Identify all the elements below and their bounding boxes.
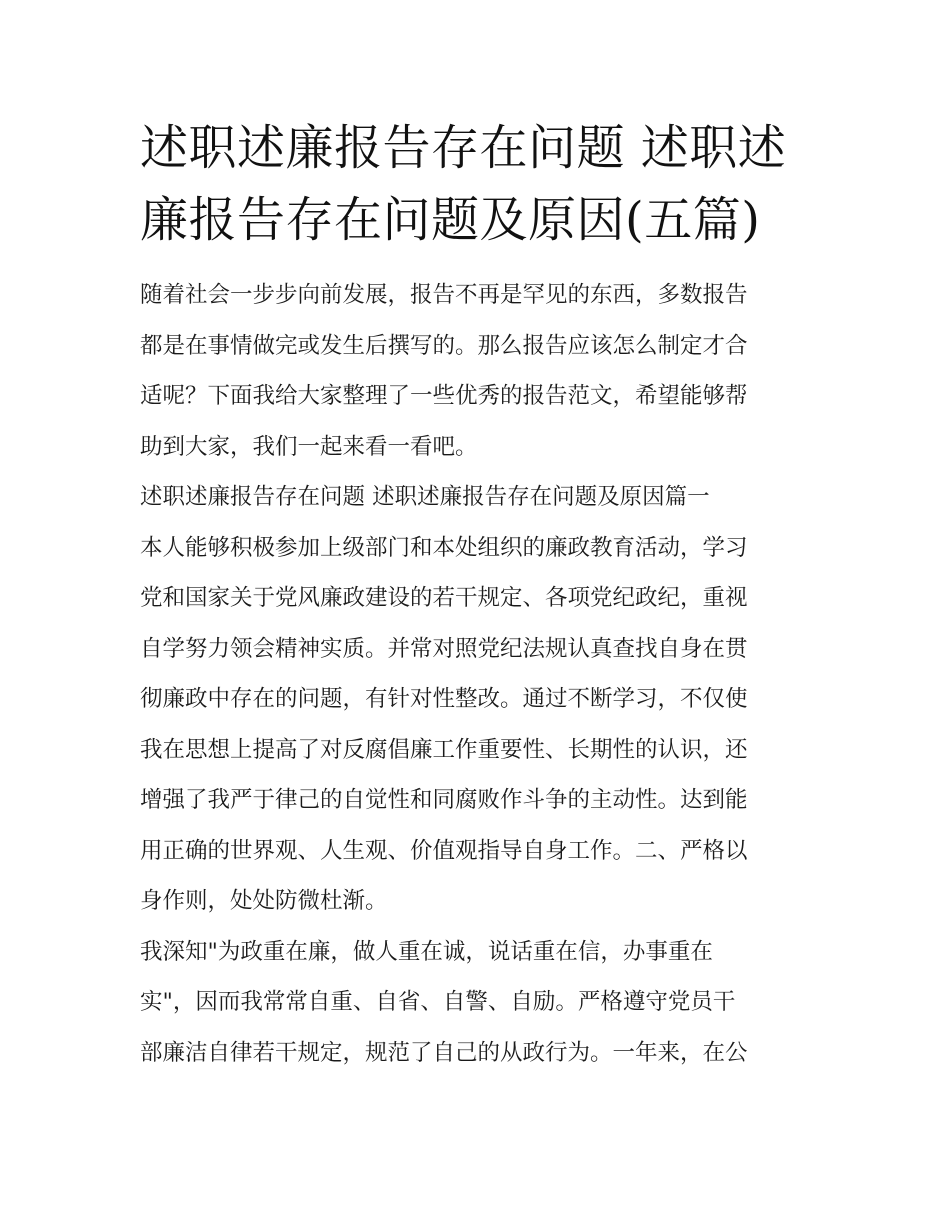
text-line: 彻廉政中存在的问题，有针对性整改。通过不断学习，不仅使: [140, 686, 748, 712]
title-line: 述职述廉报告存在问题 述职述: [140, 120, 787, 176]
document-title: [140, 112, 812, 256]
text-line: 本人能够积极参加上级部门和本处组织的廉政教育活动，学习: [140, 534, 748, 561]
text-line: 自学努力领会精神实质。并常对照党纪法规认真查找自身在贯: [140, 635, 748, 662]
text-line: 我在思想上提高了对反腐倡廉工作重要性、长期性的认识，还: [140, 736, 748, 763]
title-line: 廉报告存在问题及原因(五篇): [140, 192, 761, 248]
text-line: 增强了我严于律己的自觉性和同腐败作斗争的主动性。达到能: [140, 787, 748, 813]
text-line: 述职述廉报告存在问题 述职述廉报告存在问题及原因篇一: [140, 484, 710, 510]
text-line: 都是在事情做完或发生后撰写的。那么报告应该怎么制定才合: [140, 332, 748, 359]
body-paragraph-2: [140, 927, 812, 1079]
text-line: 身作则，处处防微杜渐。: [140, 888, 388, 914]
text-line: 适呢？下面我给大家整理了一些优秀的报告范文，希望能够帮: [140, 383, 748, 409]
text-line: 用正确的世界观、人生观、价值观指导自身工作。二、严格以: [140, 837, 748, 864]
section-heading: [140, 472, 812, 523]
text-line: 党和国家关于党风廉政建设的若干规定、各项党纪政纪，重视: [140, 585, 748, 611]
document-page: [140, 112, 812, 1078]
body-paragraph-1: [140, 523, 812, 927]
intro-paragraph: [140, 270, 812, 472]
text-line: 我深知"为政重在廉，做人重在诚，说话重在信，办事重在: [140, 938, 713, 965]
text-line: 助到大家，我们一起来看一看吧。: [140, 433, 478, 460]
text-line: 随着社会一步步向前发展，报告不再是罕见的东西，多数报告: [140, 282, 748, 308]
text-line: 实"，因而我常常自重、自省、自警、自励。严格遵守党员干: [140, 989, 736, 1015]
text-line: 部廉洁自律若干规定，规范了自己的从政行为。一年来，在公: [140, 1039, 748, 1066]
